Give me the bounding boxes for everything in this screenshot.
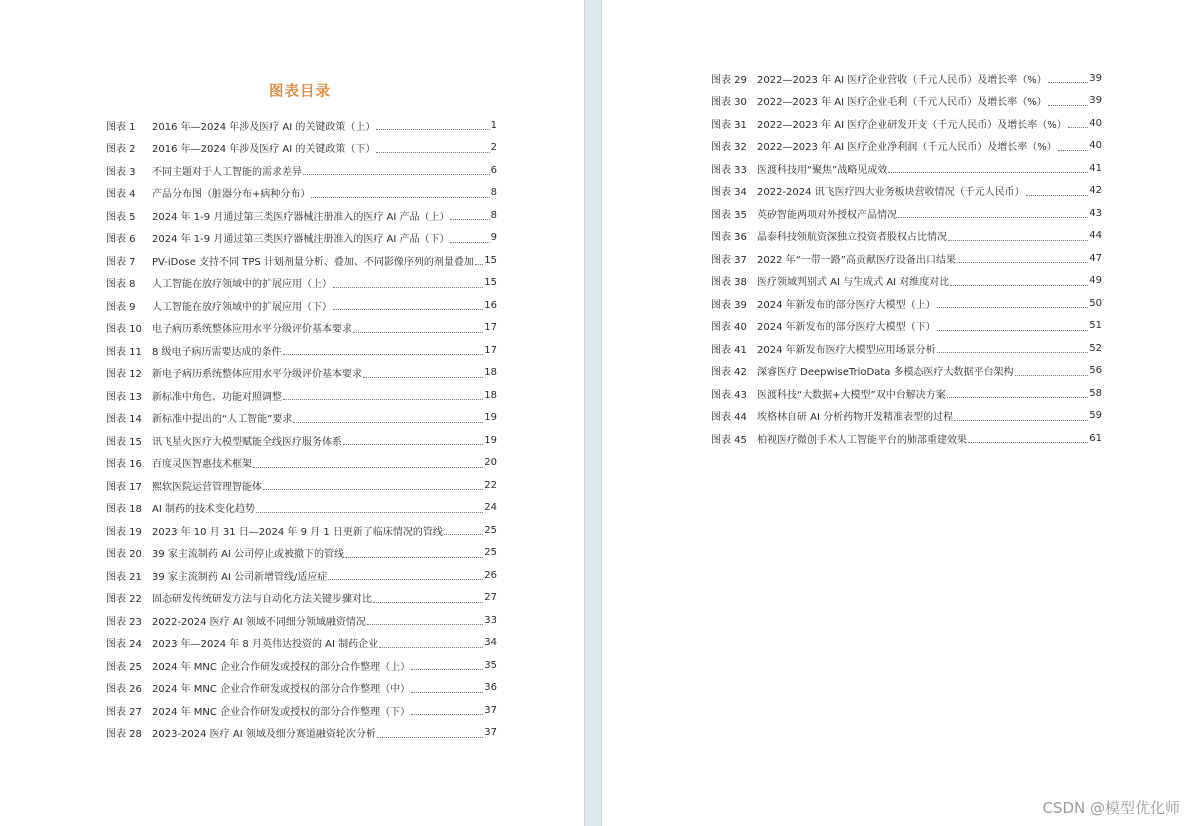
dot-leader xyxy=(333,286,483,288)
figure-caption: 2022—2023 年 AI 医疗企业研发开支（千元人民币）及增长率（%） xyxy=(757,119,1067,131)
page-number: 18 xyxy=(484,367,497,379)
figure-caption: 2016 年—2024 年涉及医疗 AI 的关键政策（下） xyxy=(152,144,376,156)
page-gutter xyxy=(584,0,602,826)
figure-caption: 2024 年 1-9 月通过第三类医疗器械注册准入的医疗 AI 产品（上） xyxy=(152,211,450,223)
figure-caption: 2024 年 1-9 月通过第三类医疗器械注册准入的医疗 AI 产品（下） xyxy=(152,234,450,246)
toc-entry[interactable] xyxy=(711,292,1102,315)
figure-label: 图表 29 xyxy=(711,74,747,86)
page-number: 61 xyxy=(1089,432,1102,444)
figure-label: 图表 19 xyxy=(106,526,142,538)
toc-entry[interactable] xyxy=(711,247,1102,270)
figure-caption: 不同主题对于人工智能的需求差异 xyxy=(152,166,302,178)
toc-entry[interactable] xyxy=(711,202,1102,225)
figure-label: 图表 4 xyxy=(106,189,136,201)
dot-leader xyxy=(411,691,483,693)
figure-label: 图表 41 xyxy=(711,344,747,356)
dot-leader xyxy=(253,466,483,468)
figure-caption: 柏视医疗微创手术人工智能平台的肺部重建效果 xyxy=(757,434,967,446)
dot-leader xyxy=(376,128,489,130)
dot-leader xyxy=(373,601,483,603)
dot-leader xyxy=(377,736,483,738)
figure-caption: 新标准中角色、功能对照调整 xyxy=(152,391,282,403)
page-number: 44 xyxy=(1089,230,1102,242)
figure-label: 图表 40 xyxy=(711,322,747,334)
toc-entry[interactable] xyxy=(711,427,1102,450)
figure-caption: 2016 年—2024 年涉及医疗 AI 的关键政策（上） xyxy=(152,121,376,133)
dot-leader xyxy=(343,443,483,445)
page-number: 17 xyxy=(484,322,497,334)
figure-caption: 新电子病历系统整体应用水平分级评价基本要求 xyxy=(152,369,362,381)
page-number: 52 xyxy=(1089,342,1102,354)
figure-caption: 讯飞星火医疗大模型赋能全线医疗服务体系 xyxy=(152,436,342,448)
figure-label: 图表 11 xyxy=(106,346,142,358)
figure-label: 图表 32 xyxy=(711,142,747,154)
figure-label: 图表 15 xyxy=(106,436,142,448)
figure-caption: 新标准中提出的“人工智能”要求 xyxy=(152,414,293,426)
toc-entry[interactable] xyxy=(106,677,497,700)
dot-leader xyxy=(954,419,1088,421)
toc-entry[interactable] xyxy=(106,519,497,542)
figure-caption: 英矽智能两项对外授权产品情况 xyxy=(757,209,897,221)
dot-leader xyxy=(367,623,483,625)
page-number: 2 xyxy=(490,142,497,154)
toc-entry[interactable] xyxy=(106,699,497,722)
page-number: 34 xyxy=(484,637,497,649)
page-number: 25 xyxy=(484,524,497,536)
toc-entry[interactable] xyxy=(106,542,497,565)
page-number: 26 xyxy=(484,569,497,581)
figure-caption: 熙软医院运营管理智能体 xyxy=(152,481,262,493)
figure-label: 图表 8 xyxy=(106,279,136,291)
figure-label: 图表 14 xyxy=(106,414,142,426)
toc-entry[interactable] xyxy=(711,67,1102,90)
figure-label: 图表 23 xyxy=(106,616,142,628)
figure-label: 图表 13 xyxy=(106,391,142,403)
page-number: 9 xyxy=(490,232,497,244)
toc-entry[interactable] xyxy=(711,405,1102,428)
toc-entry[interactable] xyxy=(106,609,497,632)
page-number: 58 xyxy=(1089,387,1102,399)
toc-entry[interactable] xyxy=(711,360,1102,383)
dot-leader xyxy=(411,668,483,670)
toc-entry[interactable] xyxy=(106,384,497,407)
page-number: 15 xyxy=(484,254,497,266)
figure-caption: 2024 年新发布医疗大模型应用场景分析 xyxy=(757,344,936,356)
toc-entry[interactable] xyxy=(711,112,1102,135)
toc-entry[interactable] xyxy=(106,497,497,520)
toc-entry[interactable] xyxy=(106,114,497,137)
dot-leader xyxy=(1058,149,1089,151)
figure-caption: 2022—2023 年 AI 医疗企业营收（千元人民币）及增长率（%） xyxy=(757,74,1047,86)
dot-leader xyxy=(256,511,483,513)
page-number: 18 xyxy=(484,389,497,401)
page-number: 27 xyxy=(484,592,497,604)
page-number: 16 xyxy=(484,299,497,311)
page-number: 37 xyxy=(484,727,497,739)
toc-entry[interactable] xyxy=(711,135,1102,158)
page-number: 40 xyxy=(1089,117,1102,129)
figure-caption: 2024 年 MNC 企业合作研发或授权的部分合作整理（中） xyxy=(152,684,411,696)
toc-entry[interactable] xyxy=(106,722,497,745)
figure-caption: 深睿医疗 DeepwiseTrioData 多模态医疗大数据平台架构 xyxy=(757,367,1014,379)
page-number: 17 xyxy=(484,344,497,356)
dot-leader xyxy=(937,351,1089,353)
page-number: 24 xyxy=(484,502,497,514)
dot-leader xyxy=(947,396,1089,398)
page-number: 37 xyxy=(484,704,497,716)
figure-caption: 2024 年新发布的部分医疗大模型（上） xyxy=(757,299,936,311)
dot-leader xyxy=(950,284,1088,286)
dot-leader xyxy=(948,239,1088,241)
toc-entry[interactable] xyxy=(106,452,497,475)
dot-leader xyxy=(283,353,484,355)
page-number: 43 xyxy=(1089,207,1102,219)
dot-leader xyxy=(293,421,483,423)
page-number: 47 xyxy=(1089,252,1102,264)
figure-label: 图表 42 xyxy=(711,367,747,379)
figure-label: 图表 10 xyxy=(106,324,142,336)
figure-caption: 医渡科技用“聚焦”战略见成效 xyxy=(757,164,888,176)
figure-label: 图表 2 xyxy=(106,144,136,156)
page-number: 50 xyxy=(1089,297,1102,309)
page-number: 59 xyxy=(1089,410,1102,422)
dot-leader xyxy=(937,329,1089,331)
figure-label: 图表 26 xyxy=(106,684,142,696)
page-number: 36 xyxy=(484,682,497,694)
page-number: 19 xyxy=(484,434,497,446)
figure-caption: 人工智能在放疗领域中的扩展应用（下） xyxy=(152,301,332,313)
dot-leader xyxy=(328,578,483,580)
toc-entry[interactable] xyxy=(106,272,497,295)
dot-leader xyxy=(283,398,483,400)
figure-label: 图表 1 xyxy=(106,121,136,133)
dot-leader xyxy=(1026,194,1089,196)
figure-label: 图表 25 xyxy=(106,661,142,673)
figure-caption: 百度灵医智惠技术框架 xyxy=(152,459,252,471)
dot-leader xyxy=(353,331,483,333)
figure-label: 图表 24 xyxy=(106,639,142,651)
figure-caption: 2023-2024 医疗 AI 领域及细分赛道融资轮次分析 xyxy=(152,729,376,741)
figure-label: 图表 6 xyxy=(106,234,136,246)
page-number: 15 xyxy=(484,277,497,289)
dot-leader xyxy=(475,263,483,265)
toc-entry[interactable] xyxy=(711,180,1102,203)
toc-list-right xyxy=(711,67,1102,450)
toc-entry[interactable] xyxy=(711,270,1102,293)
dot-leader xyxy=(957,261,1088,263)
toc-entry[interactable] xyxy=(106,159,497,182)
page-number: 49 xyxy=(1089,275,1102,287)
figure-label: 图表 21 xyxy=(106,571,142,583)
figure-label: 图表 31 xyxy=(711,119,747,131)
figure-caption: 2022—2023 年 AI 医疗企业毛利（千元人民币）及增长率（%） xyxy=(757,97,1047,109)
figure-caption: 8 级电子病历需要达成的条件 xyxy=(152,346,282,358)
dot-leader xyxy=(1015,374,1089,376)
figure-label: 图表 27 xyxy=(106,706,142,718)
page-number: 1 xyxy=(490,119,497,131)
figure-caption: 埃格林自研 AI 分析药物开发精准表型的过程 xyxy=(757,412,954,424)
page-number: 8 xyxy=(490,187,497,199)
figure-label: 图表 33 xyxy=(711,164,747,176)
figure-label: 图表 16 xyxy=(106,459,142,471)
dot-leader xyxy=(379,646,483,648)
figure-caption: AI 制药的技术变化趋势 xyxy=(152,504,255,516)
toc-entry[interactable] xyxy=(711,315,1102,338)
figure-caption: 2024 年 MNC 企业合作研发或授权的部分合作整理（上） xyxy=(152,661,411,673)
figure-label: 图表 12 xyxy=(106,369,142,381)
figure-label: 图表 37 xyxy=(711,254,747,266)
toc-entry[interactable] xyxy=(711,337,1102,360)
figure-caption: 2022—2023 年 AI 医疗企业净利润（千元人民币）及增长率（%） xyxy=(757,142,1057,154)
toc-title: 图表目录 xyxy=(269,84,331,100)
page-number: 39 xyxy=(1089,72,1102,84)
toc-entry[interactable] xyxy=(106,182,497,205)
dot-leader xyxy=(303,173,490,175)
figure-caption: 2022-2024 医疗 AI 领域不同细分领域融资情况 xyxy=(152,616,366,628)
figure-caption: 人工智能在放疗领域中的扩展应用（上） xyxy=(152,279,332,291)
toc-entry[interactable] xyxy=(106,339,497,362)
dot-leader xyxy=(333,308,483,310)
figure-label: 图表 3 xyxy=(106,166,136,178)
toc-entry[interactable] xyxy=(106,587,497,610)
dot-leader xyxy=(968,441,1088,443)
dot-leader xyxy=(1068,126,1089,128)
figure-label: 图表 22 xyxy=(106,594,142,606)
page-number: 41 xyxy=(1089,162,1102,174)
toc-entry[interactable] xyxy=(106,474,497,497)
page-number: 51 xyxy=(1089,320,1102,332)
figure-label: 图表 20 xyxy=(106,549,142,561)
toc-entry[interactable] xyxy=(106,429,497,452)
toc-entry[interactable] xyxy=(106,362,497,385)
figure-caption: 2023 年 10 月 31 日—2024 年 9 月 1 日更新了临床情况的管线 xyxy=(152,526,443,538)
page-number: 39 xyxy=(1089,95,1102,107)
dot-leader xyxy=(363,376,483,378)
figure-label: 图表 35 xyxy=(711,209,747,221)
figure-caption: 2024 年新发布的部分医疗大模型（下） xyxy=(757,322,936,334)
toc-entry[interactable] xyxy=(106,204,497,227)
dot-leader xyxy=(311,196,489,198)
page-number: 40 xyxy=(1089,140,1102,152)
page-number: 42 xyxy=(1089,185,1102,197)
figure-caption: 产品分布图（脏器分布+病种分布） xyxy=(152,189,311,201)
figure-label: 图表 17 xyxy=(106,481,142,493)
figure-caption: 2022 年“一带一路”高贡献医疗设备出口结果 xyxy=(757,254,956,266)
toc-entry[interactable] xyxy=(106,227,497,250)
figure-caption: 2024 年 MNC 企业合作研发或授权的部分合作整理（下） xyxy=(152,706,411,718)
dot-leader xyxy=(450,241,489,243)
page-number: 20 xyxy=(484,457,497,469)
figure-caption: 39 家主流制药 AI 公司停止或被撤下的管线 xyxy=(152,549,345,561)
dot-leader xyxy=(345,556,483,558)
figure-caption: 晶泰科技领航资深独立投资者股权占比情况 xyxy=(757,232,947,244)
figure-caption: 固态研发传统研发方法与自动化方法关键步骤对比 xyxy=(152,594,372,606)
figure-label: 图表 9 xyxy=(106,301,136,313)
figure-label: 图表 5 xyxy=(106,211,136,223)
dot-leader xyxy=(1048,104,1089,106)
page-number: 25 xyxy=(484,547,497,559)
toc-entry[interactable] xyxy=(106,249,497,272)
watermark: CSDN @模型优化师 xyxy=(1042,799,1180,817)
dot-leader xyxy=(898,216,1088,218)
toc-entry[interactable] xyxy=(106,654,497,677)
toc-entry[interactable] xyxy=(711,382,1102,405)
figure-caption: 2023 年—2024 年 8 月英伟达投资的 AI 制药企业 xyxy=(152,639,379,651)
figure-caption: PV-iDose 支持不同 TPS 计划剂量分析、叠加、不同影像序列的剂量叠加 xyxy=(152,256,474,268)
figure-label: 图表 36 xyxy=(711,232,747,244)
toc-entry[interactable] xyxy=(106,564,497,587)
figure-caption: 医渡科技“大数据+大模型”双中台解决方案 xyxy=(757,389,946,401)
dot-leader xyxy=(411,713,483,715)
figure-caption: 医疗领域判别式 AI 与生成式 AI 对维度对比 xyxy=(757,277,950,289)
page-number: 35 xyxy=(484,659,497,671)
toc-entry[interactable] xyxy=(106,137,497,160)
dot-leader xyxy=(450,218,489,220)
toc-entry[interactable] xyxy=(106,317,497,340)
toc-list-left xyxy=(106,114,497,744)
figure-caption: 2022-2024 讯飞医疗四大业务板块营收情况（千元人民币） xyxy=(757,187,1025,199)
figure-label: 图表 45 xyxy=(711,434,747,446)
figure-caption: 39 家主流制药 AI 公司新增管线/适应症 xyxy=(152,571,328,583)
toc-entry[interactable] xyxy=(106,407,497,430)
figure-label: 图表 43 xyxy=(711,389,747,401)
page-number: 6 xyxy=(490,164,497,176)
page-number: 8 xyxy=(490,209,497,221)
toc-entry[interactable] xyxy=(711,225,1102,248)
toc-entry[interactable] xyxy=(106,632,497,655)
page-number: 19 xyxy=(484,412,497,424)
toc-entry[interactable] xyxy=(711,90,1102,113)
figure-label: 图表 30 xyxy=(711,97,747,109)
page-number: 22 xyxy=(484,479,497,491)
dot-leader xyxy=(1048,81,1089,83)
figure-caption: 电子病历系统整体应用水平分级评价基本要求 xyxy=(152,324,352,336)
page-number: 33 xyxy=(484,614,497,626)
dot-leader xyxy=(444,533,483,535)
dot-leader xyxy=(937,306,1089,308)
figure-label: 图表 44 xyxy=(711,412,747,424)
dot-leader xyxy=(263,488,483,490)
toc-entry[interactable] xyxy=(106,294,497,317)
figure-label: 图表 38 xyxy=(711,277,747,289)
figure-label: 图表 28 xyxy=(106,729,142,741)
figure-label: 图表 18 xyxy=(106,504,142,516)
dot-leader xyxy=(376,151,489,153)
figure-label: 图表 39 xyxy=(711,299,747,311)
page-number: 56 xyxy=(1089,365,1102,377)
toc-entry[interactable] xyxy=(711,157,1102,180)
figure-label: 图表 7 xyxy=(106,256,136,268)
dot-leader xyxy=(888,171,1088,173)
figure-label: 图表 34 xyxy=(711,187,747,199)
